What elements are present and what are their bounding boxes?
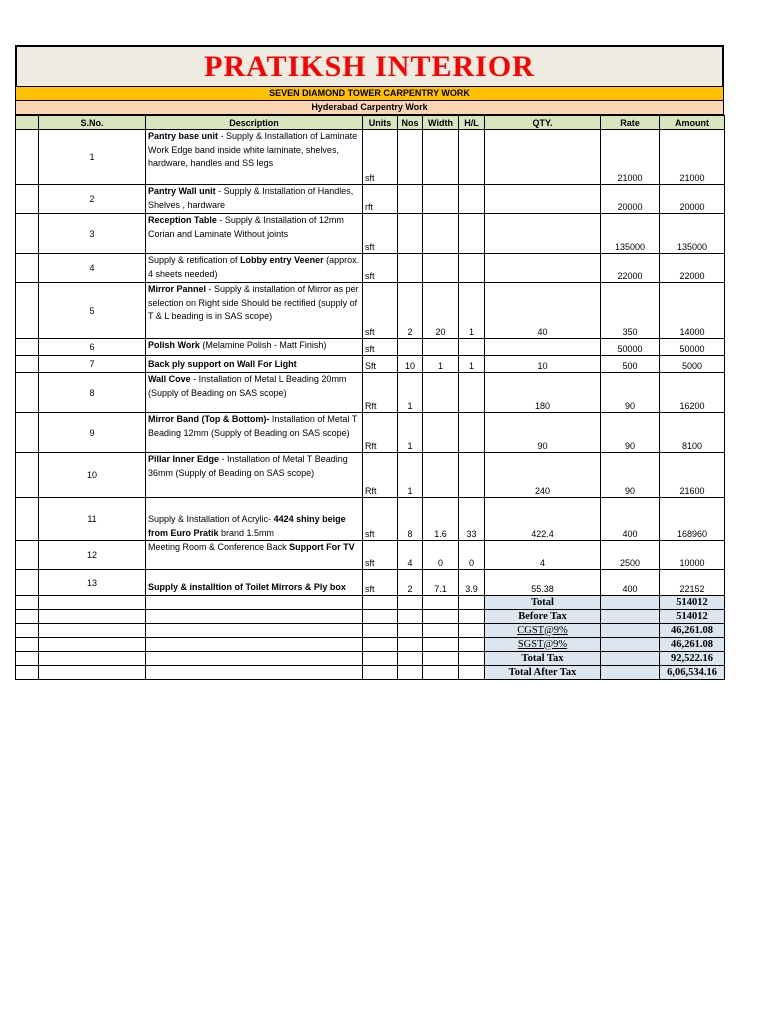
- summary-blank: [16, 652, 39, 666]
- summary-blank: [398, 652, 423, 666]
- description-heading: Pillar Inner Edge: [148, 454, 220, 464]
- description-heading: Polish Work: [148, 340, 200, 350]
- table-row: [16, 541, 725, 570]
- row-nos: 2: [398, 283, 423, 339]
- row-nos: 8: [398, 498, 423, 541]
- row-blank: [16, 413, 39, 453]
- row-sno: 1: [39, 130, 146, 185]
- summary-value: 514012: [660, 596, 725, 610]
- row-width: [423, 339, 459, 356]
- table-row: [16, 214, 725, 254]
- description-text: Installation of Metal T Beading 12mm (Supply of Beading on SAS scope): [148, 414, 358, 438]
- summary-blank: [39, 596, 146, 610]
- summary-blank: [423, 610, 459, 624]
- row-units: Rft: [363, 373, 398, 413]
- row-qty: 422.4: [485, 498, 601, 541]
- row-description: [146, 254, 363, 283]
- summary-label: [485, 666, 601, 680]
- table-row: [16, 339, 725, 356]
- row-qty: 55.38: [485, 570, 601, 596]
- row-amount: 21000: [660, 130, 725, 185]
- summary-label-text: SGST@9%: [517, 638, 568, 650]
- row-width: [423, 413, 459, 453]
- row-units: rft: [363, 185, 398, 214]
- row-rate: 22000: [601, 254, 660, 283]
- row-sno: 6: [39, 339, 146, 356]
- row-nos: 10: [398, 356, 423, 373]
- summary-row: [16, 638, 725, 652]
- row-hl: 1: [459, 356, 485, 373]
- row-width: 20: [423, 283, 459, 339]
- row-blank: [16, 570, 39, 596]
- description-text: - Supply & Installation of Handles, Shelves , hardware: [148, 186, 354, 210]
- table-row: [16, 570, 725, 596]
- summary-blank: [363, 624, 398, 638]
- row-description: [146, 339, 363, 356]
- summary-row: [16, 624, 725, 638]
- row-sno: 9: [39, 413, 146, 453]
- row-amount: 16200: [660, 373, 725, 413]
- summary-blank: [363, 652, 398, 666]
- summary-blank: [459, 638, 485, 652]
- row-description: [146, 356, 363, 373]
- row-qty: [485, 339, 601, 356]
- row-description: [146, 214, 363, 254]
- row-nos: [398, 339, 423, 356]
- row-units: Rft: [363, 453, 398, 498]
- summary-label-text: Total After Tax: [508, 666, 577, 678]
- table-row: [16, 130, 725, 185]
- row-sno: 7: [39, 356, 146, 373]
- row-hl: 33: [459, 498, 485, 541]
- summary-label-text: CGST@9%: [517, 624, 568, 636]
- header-qty: QTY.: [485, 116, 601, 130]
- description-prefix: Supply & retification of: [148, 255, 241, 265]
- row-hl: [459, 254, 485, 283]
- header-hl: H/L: [459, 116, 485, 130]
- row-rate: 20000: [601, 185, 660, 214]
- row-blank: [16, 283, 39, 339]
- row-sno: 11: [39, 498, 146, 541]
- quotation-table: [15, 115, 725, 680]
- summary-blank: [146, 610, 363, 624]
- summary-blank: [16, 624, 39, 638]
- summary-blank: [423, 652, 459, 666]
- row-nos: 4: [398, 541, 423, 570]
- row-units: Rft: [363, 413, 398, 453]
- summary-value: 92,522.16: [660, 652, 725, 666]
- summary-rate-blank: [601, 596, 660, 610]
- summary-blank: [398, 624, 423, 638]
- row-rate: 400: [601, 498, 660, 541]
- location-subtitle: Hyderabad Carpentry Work: [15, 101, 724, 115]
- summary-blank: [16, 610, 39, 624]
- header-units: Units: [363, 116, 398, 130]
- description-heading: Reception Table: [148, 215, 217, 225]
- description-text: - Installation of Metal L Beading 20mm (Supply of Beading on SAS scope): [148, 374, 347, 398]
- row-hl: 0: [459, 541, 485, 570]
- summary-blank: [398, 596, 423, 610]
- table-row: [16, 498, 725, 541]
- table-row: [16, 254, 725, 283]
- row-hl: [459, 339, 485, 356]
- description-heading: Mirror Band (Top & Bottom)-: [148, 414, 270, 424]
- summary-label-text: Before Tax: [518, 610, 567, 622]
- row-units: sft: [363, 541, 398, 570]
- summary-row: [16, 596, 725, 610]
- summary-label: [485, 610, 601, 624]
- description-text: - Installation of Metal T Beading 36mm (Supply of Beading on SAS scope): [148, 454, 348, 478]
- description-heading: Support For TV: [289, 542, 355, 552]
- row-width: [423, 453, 459, 498]
- row-amount: 50000: [660, 339, 725, 356]
- row-amount: 21600: [660, 453, 725, 498]
- row-nos: [398, 254, 423, 283]
- summary-label-text: Total: [531, 596, 554, 608]
- summary-blank: [146, 638, 363, 652]
- row-qty: 180: [485, 373, 601, 413]
- summary-value: 6,06,534.16: [660, 666, 725, 680]
- summary-body: [16, 596, 725, 680]
- row-hl: [459, 373, 485, 413]
- summary-label: [485, 652, 601, 666]
- summary-blank: [16, 596, 39, 610]
- row-blank: [16, 130, 39, 185]
- summary-row: [16, 666, 725, 680]
- row-hl: [459, 453, 485, 498]
- row-width: [423, 373, 459, 413]
- row-units: sft: [363, 570, 398, 596]
- header-description: Description: [146, 116, 363, 130]
- row-rate: 500: [601, 356, 660, 373]
- row-blank: [16, 498, 39, 541]
- row-nos: [398, 185, 423, 214]
- row-rate: 350: [601, 283, 660, 339]
- row-sno: 5: [39, 283, 146, 339]
- description-heading: 4424 shiny beige from Euro Pratik: [148, 514, 346, 538]
- header-amount: Amount: [660, 116, 725, 130]
- row-units: sft: [363, 498, 398, 541]
- summary-blank: [459, 624, 485, 638]
- summary-blank: [423, 666, 459, 680]
- row-nos: 1: [398, 413, 423, 453]
- summary-blank: [16, 638, 39, 652]
- row-description: [146, 373, 363, 413]
- row-width: 1: [423, 356, 459, 373]
- row-amount: 10000: [660, 541, 725, 570]
- header-nos: Nos: [398, 116, 423, 130]
- row-sno: 12: [39, 541, 146, 570]
- description-heading: Supply & installtion of Toilet Mirrors & Ply box: [148, 581, 346, 592]
- row-description: [146, 413, 363, 453]
- summary-blank: [423, 638, 459, 652]
- quotation-sheet: [15, 45, 724, 680]
- row-amount: 168960: [660, 498, 725, 541]
- summary-blank: [363, 596, 398, 610]
- description-text: brand 1.5mm: [218, 527, 275, 538]
- row-description: [146, 283, 363, 339]
- row-rate: 21000: [601, 130, 660, 185]
- header-sno: S.No.: [39, 116, 146, 130]
- table-row: [16, 373, 725, 413]
- summary-value: 514012: [660, 610, 725, 624]
- row-width: [423, 214, 459, 254]
- header-width: Width: [423, 116, 459, 130]
- header-row: [16, 116, 725, 130]
- row-nos: 2: [398, 570, 423, 596]
- summary-blank: [459, 596, 485, 610]
- summary-blank: [398, 610, 423, 624]
- row-width: [423, 130, 459, 185]
- row-blank: [16, 373, 39, 413]
- description-heading: Mirror Pannel: [148, 284, 207, 294]
- row-hl: [459, 130, 485, 185]
- summary-blank: [146, 666, 363, 680]
- row-nos: [398, 214, 423, 254]
- row-hl: [459, 214, 485, 254]
- summary-rate-blank: [601, 638, 660, 652]
- row-amount: 14000: [660, 283, 725, 339]
- row-width: 7.1: [423, 570, 459, 596]
- description-heading: Pantry Wall unit: [148, 186, 216, 196]
- summary-blank: [423, 596, 459, 610]
- summary-blank: [39, 652, 146, 666]
- row-description: [146, 130, 363, 185]
- row-amount: 22000: [660, 254, 725, 283]
- summary-row: [16, 610, 725, 624]
- row-rate: 400: [601, 570, 660, 596]
- summary-rate-blank: [601, 624, 660, 638]
- company-title: PRATIKSH INTERIOR: [204, 49, 535, 83]
- row-amount: 135000: [660, 214, 725, 254]
- description-text: (Melamine Polish - Matt Finish): [199, 340, 327, 350]
- row-units: sft: [363, 283, 398, 339]
- description-heading: Pantry base unit: [148, 131, 219, 141]
- project-subtitle: SEVEN DIAMOND TOWER CARPENTRY WORK: [15, 87, 724, 101]
- row-qty: [485, 185, 601, 214]
- summary-blank: [459, 666, 485, 680]
- summary-blank: [423, 624, 459, 638]
- summary-blank: [363, 638, 398, 652]
- row-description: [146, 570, 363, 596]
- row-hl: [459, 185, 485, 214]
- row-blank: [16, 339, 39, 356]
- row-width: 0: [423, 541, 459, 570]
- summary-blank: [459, 652, 485, 666]
- description-prefix: Supply & Installation of Acrylic-: [148, 514, 274, 524]
- table-row: [16, 413, 725, 453]
- summary-blank: [39, 638, 146, 652]
- summary-blank: [398, 638, 423, 652]
- row-width: 1.6: [423, 498, 459, 541]
- row-blank: [16, 453, 39, 498]
- row-qty: 90: [485, 413, 601, 453]
- summary-value: 46,261.08: [660, 638, 725, 652]
- row-nos: [398, 130, 423, 185]
- row-qty: [485, 214, 601, 254]
- summary-rate-blank: [601, 610, 660, 624]
- row-units: sft: [363, 214, 398, 254]
- row-sno: 2: [39, 185, 146, 214]
- row-rate: 50000: [601, 339, 660, 356]
- description-heading: Wall Cove: [148, 374, 191, 384]
- summary-blank: [39, 624, 146, 638]
- summary-blank: [146, 652, 363, 666]
- row-amount: 20000: [660, 185, 725, 214]
- row-width: [423, 254, 459, 283]
- summary-row: [16, 652, 725, 666]
- summary-label: [485, 596, 601, 610]
- row-qty: 10: [485, 356, 601, 373]
- row-nos: 1: [398, 373, 423, 413]
- summary-blank: [363, 610, 398, 624]
- description-text: (approx. 4 sheets needed): [148, 255, 360, 279]
- row-blank: [16, 254, 39, 283]
- row-qty: 40: [485, 283, 601, 339]
- row-sno: 8: [39, 373, 146, 413]
- title-banner: [15, 45, 724, 87]
- description-text: - Supply & Installation of 12mm Corian and Laminate Without joints: [148, 215, 344, 239]
- row-sno: 4: [39, 254, 146, 283]
- summary-label: [485, 638, 601, 652]
- row-blank: [16, 541, 39, 570]
- summary-rate-blank: [601, 666, 660, 680]
- row-qty: 4: [485, 541, 601, 570]
- description-heading: Lobby entry Veener: [240, 255, 324, 265]
- row-qty: [485, 254, 601, 283]
- summary-blank: [398, 666, 423, 680]
- description-heading: Back ply support on Wall For Light: [148, 358, 297, 369]
- row-sno: 13: [39, 570, 146, 596]
- row-units: sft: [363, 130, 398, 185]
- summary-blank: [39, 610, 146, 624]
- row-rate: 90: [601, 453, 660, 498]
- row-sno: 10: [39, 453, 146, 498]
- row-nos: 1: [398, 453, 423, 498]
- summary-blank: [146, 624, 363, 638]
- description-text: - Supply & installation of Mirror as per selection on Right side Should be rectified (supply of T & L beading is in SAS scope): [148, 284, 359, 321]
- description-text: - Supply & Installation of Laminate Work Edge band inside white laminate, shelves, hardware, handles and SS legs: [148, 131, 358, 168]
- header-rate: Rate: [601, 116, 660, 130]
- row-rate: 2500: [601, 541, 660, 570]
- row-description: [146, 541, 363, 570]
- row-qty: [485, 130, 601, 185]
- row-sno: 3: [39, 214, 146, 254]
- description-prefix: Meeting Room & Conference Back: [148, 542, 290, 552]
- items-body: [16, 130, 725, 596]
- row-blank: [16, 356, 39, 373]
- table-row: [16, 356, 725, 373]
- summary-blank: [16, 666, 39, 680]
- row-amount: 8100: [660, 413, 725, 453]
- row-blank: [16, 185, 39, 214]
- row-width: [423, 185, 459, 214]
- row-description: [146, 453, 363, 498]
- row-description: [146, 498, 363, 541]
- table-row: [16, 283, 725, 339]
- header-blank: [16, 116, 39, 130]
- summary-value: 46,261.08: [660, 624, 725, 638]
- row-units: sft: [363, 254, 398, 283]
- row-hl: 3.9: [459, 570, 485, 596]
- row-description: [146, 185, 363, 214]
- summary-blank: [459, 610, 485, 624]
- row-amount: 22152: [660, 570, 725, 596]
- row-qty: 240: [485, 453, 601, 498]
- summary-blank: [146, 596, 363, 610]
- summary-rate-blank: [601, 652, 660, 666]
- row-hl: 1: [459, 283, 485, 339]
- row-rate: 135000: [601, 214, 660, 254]
- summary-blank: [363, 666, 398, 680]
- row-units: Sft: [363, 356, 398, 373]
- row-hl: [459, 413, 485, 453]
- row-units: sft: [363, 339, 398, 356]
- row-amount: 5000: [660, 356, 725, 373]
- summary-blank: [39, 666, 146, 680]
- row-rate: 90: [601, 373, 660, 413]
- row-rate: 90: [601, 413, 660, 453]
- table-row: [16, 453, 725, 498]
- summary-label: [485, 624, 601, 638]
- summary-label-text: Total Tax: [521, 652, 564, 664]
- table-row: [16, 185, 725, 214]
- row-blank: [16, 214, 39, 254]
